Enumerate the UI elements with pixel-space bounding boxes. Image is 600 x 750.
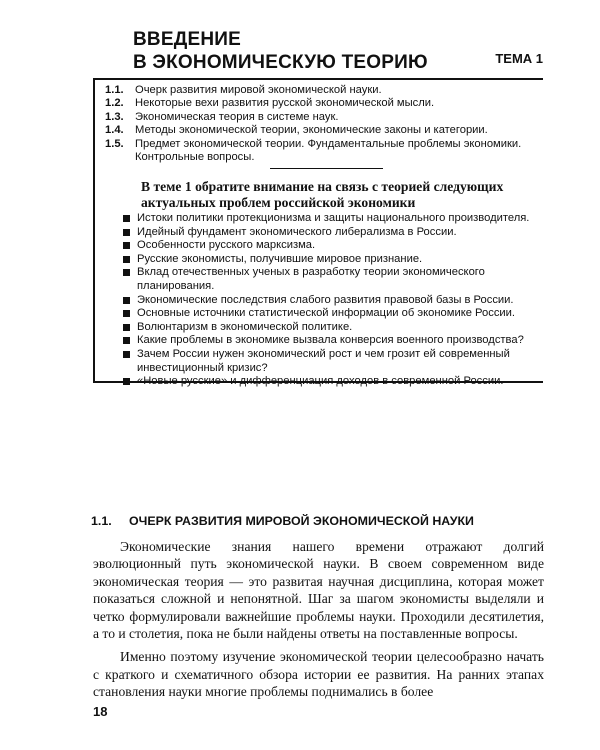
toc-item-text: Очерк развития мировой экономической науки. <box>135 84 382 96</box>
section-number: 1.1. <box>91 514 112 528</box>
attention-bullet-list <box>123 212 541 389</box>
attention-heading: В теме 1 обратите внимание на связь с теорией следующих актуальных проблем российской экономики <box>141 179 504 210</box>
frame-left-border <box>93 80 95 383</box>
list-item-text: Особенности русского марксизма. <box>137 239 316 252</box>
page-number: 18 <box>93 704 108 719</box>
toc-item <box>105 124 545 137</box>
body-text <box>93 538 544 707</box>
list-item-text: Истоки политики протекционизма и защиты национального производителя. <box>137 212 530 224</box>
list-item <box>123 307 541 321</box>
list-item-text: Зачем России нужен экономический рост и чем грозит ей современный инвестиционный кризис? <box>137 347 510 374</box>
list-item-text: Русские экономисты, получившие мировое признание. <box>137 252 423 265</box>
list-item-text: Какие проблемы в экономике вызвала конверсия военного производства? <box>137 334 524 347</box>
section-title: ОЧЕРК РАЗВИТИЯ МИРОВОЙ ЭКОНОМИЧЕСКОЙ НАУКИ <box>129 514 474 528</box>
list-item-text: Основные источники статистической информации об экономике России. <box>137 307 516 320</box>
title-rule <box>93 78 543 80</box>
paragraph: Экономические знания нашего времени отражают долгий эволюционный путь экономической науки. В своем современном виде экономическая теория — это развитая научная дисциплина, которая может показаться сложной и непонятной. Шаг за шагом экономисты выделяли и четко формулировали важнейшие проблемы науки. Проходили десятилетия, а то и столетия, пока не были найдены ответы на поставленные вопросы. <box>93 539 544 642</box>
chapter-title-line-2: В ЭКОНОМИЧЕСКУЮ ТЕОРИЮ <box>133 52 428 73</box>
square-bullet-icon <box>123 239 137 253</box>
list-item <box>123 253 541 267</box>
toc-item-text: Методы экономической теории, экономические законы и категории. <box>135 124 488 137</box>
list-item-text: «Новые русские» и дифференциация доходов в современной России. <box>137 375 504 388</box>
square-bullet-icon <box>123 253 137 267</box>
square-bullet-icon <box>123 212 137 226</box>
toc-item-number: 1.5. <box>105 137 124 150</box>
list-item-text: Вклад отечественных ученых в разработку теории экономического планирования. <box>137 266 485 292</box>
list-item-text: Идейный фундамент экономического либерализма в России. <box>137 225 457 238</box>
list-item <box>123 226 541 240</box>
chapter-title-line-1: ВВЕДЕНИЕ <box>133 29 241 50</box>
list-item <box>123 212 541 226</box>
list-item-text: Экономические последствия слабого развития правовой базы в России. <box>137 293 514 306</box>
toc-item-number: 1.4. <box>105 124 124 137</box>
section-heading <box>91 514 551 528</box>
list-item <box>123 239 541 253</box>
table-of-contents <box>105 84 545 164</box>
separator-rule <box>270 168 383 169</box>
square-bullet-icon <box>123 307 137 321</box>
toc-item <box>105 84 545 97</box>
square-bullet-icon <box>123 226 137 240</box>
square-bullet-icon <box>123 266 137 293</box>
list-item <box>123 321 541 335</box>
chapter-title-block <box>133 28 543 74</box>
toc-item-number: 1.3. <box>105 110 124 123</box>
toc-item <box>105 138 545 165</box>
square-bullet-icon <box>123 294 137 308</box>
toc-item-number: 1.1. <box>105 84 124 96</box>
square-bullet-icon <box>123 321 137 335</box>
toc-item-text: Экономическая теория в системе наук. <box>135 110 339 123</box>
toc-item-text: Некоторые вехи развития русской экономической мысли. <box>135 97 435 110</box>
list-item <box>123 375 541 389</box>
paragraph: Именно поэтому изучение экономической теории целесообразно начать с краткого и схематичного обзора истории ее развития. На ранних этапах становления науки многие проблемы поднимались в более <box>93 649 544 700</box>
toc-item-number: 1.2. <box>105 97 124 110</box>
list-item <box>123 334 541 348</box>
toc-item <box>105 111 545 124</box>
square-bullet-icon <box>123 348 137 375</box>
list-item <box>123 266 541 293</box>
square-bullet-icon <box>123 334 137 348</box>
toc-item <box>105 97 545 110</box>
topic-label: ТЕМА 1 <box>495 51 543 66</box>
toc-item-text: Предмет экономической теории. Фундаментальные проблемы экономики. Контрольные вопросы. <box>135 137 522 164</box>
list-item <box>123 348 541 375</box>
list-item <box>123 294 541 308</box>
square-bullet-icon <box>123 375 137 389</box>
list-item-text: Волюнтаризм в экономической политике. <box>137 320 353 333</box>
